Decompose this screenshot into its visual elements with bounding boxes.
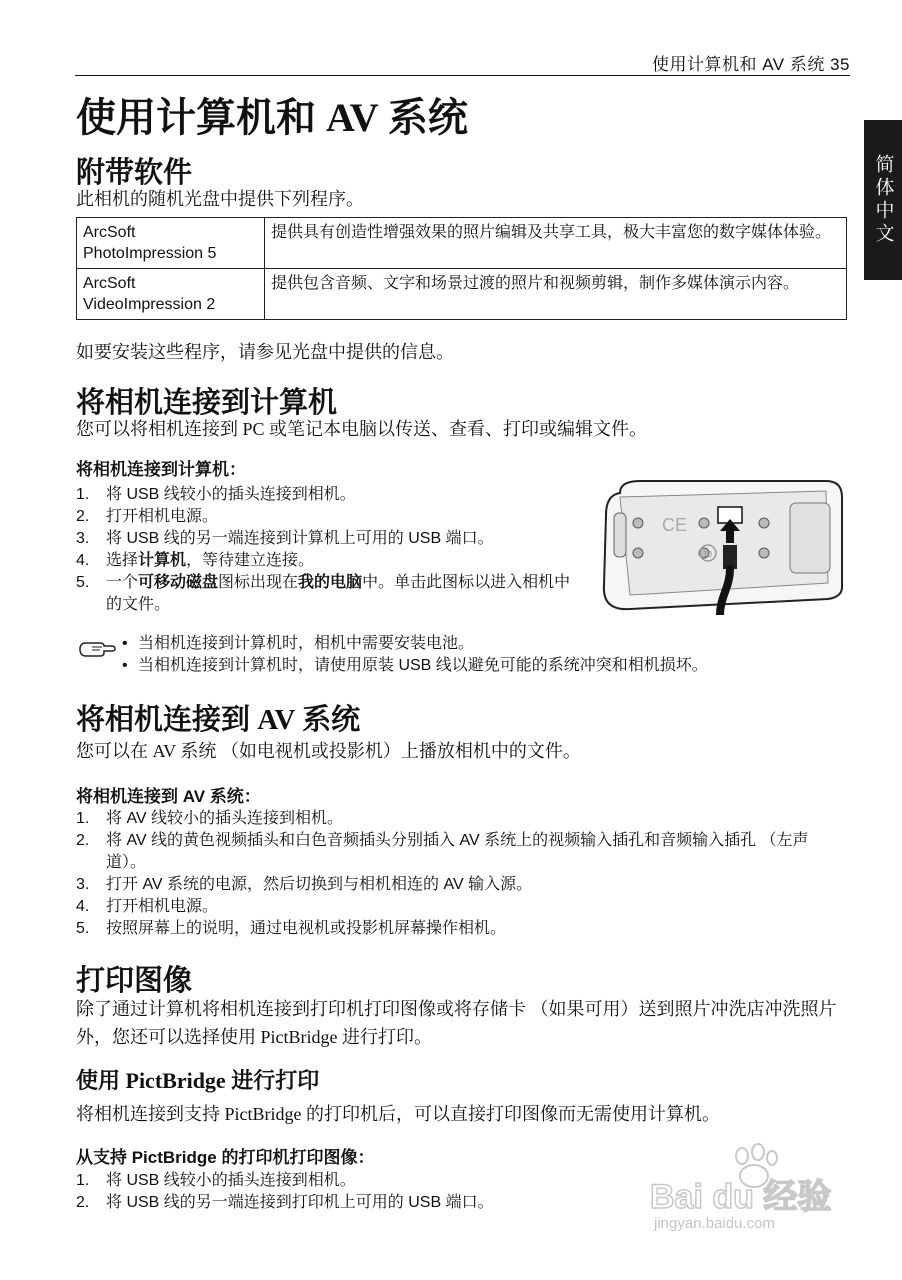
baidu-url: jingyan.baidu.com xyxy=(654,1215,775,1232)
step-number: 4. xyxy=(76,552,90,569)
step-number: 5. xyxy=(76,574,90,591)
software-name-line: ArcSoft xyxy=(83,275,136,292)
step-number: 1. xyxy=(76,486,90,503)
list-item xyxy=(76,808,846,830)
section-heading-bundled: 附带软件 xyxy=(76,157,193,189)
step-text: 打开 AV 系统的电源，然后切换到与相机相连的 AV 输入源。 xyxy=(106,876,533,893)
screw-icon xyxy=(759,518,769,528)
step-number: 2. xyxy=(76,1194,90,1211)
software-name xyxy=(77,218,265,269)
step-text: 将 USB 线的另一端连接到计算机上可用的 USB 端口。 xyxy=(106,530,494,547)
step-text: 将 USB 线的另一端连接到打印机上可用的 USB 端口。 xyxy=(106,1194,494,1211)
software-name xyxy=(77,269,265,320)
list-item xyxy=(76,550,576,572)
note-text: 当相机连接到计算机时，相机中需要安装电池。 xyxy=(138,635,475,652)
step-number: 2. xyxy=(76,508,90,525)
software-table xyxy=(76,217,847,320)
av-steps xyxy=(76,808,846,940)
section-heading-av: 将相机连接到 AV 系统 xyxy=(76,704,361,736)
recycle-mark-number: 10 xyxy=(703,550,712,559)
pc-subheading: 将相机连接到计算机： xyxy=(76,460,246,479)
baidu-watermark xyxy=(650,1142,845,1232)
screw-icon xyxy=(633,518,643,528)
print-subheading: 从支持 PictBridge 的打印机打印图像： xyxy=(76,1148,375,1167)
bullet-icon: • xyxy=(122,657,128,674)
step-number: 3. xyxy=(76,876,90,893)
section-heading-pc: 将相机连接到计算机 xyxy=(76,387,338,419)
software-description: 提供具有创造性增强效果的照片编辑及共享工具，极大丰富您的数字媒体体验。 xyxy=(265,218,847,269)
screw-icon xyxy=(699,518,709,528)
table-row xyxy=(77,269,847,320)
bullet-icon: • xyxy=(122,635,128,652)
step-number: 5. xyxy=(76,920,90,937)
print-steps xyxy=(76,1170,676,1214)
pc-notes xyxy=(122,633,708,677)
bundled-outro: 如要安装这些程序，请参见光盘中提供的信息。 xyxy=(76,342,454,362)
av-intro: 您可以在 AV 系统 （如电视机或投影机）上播放相机中的文件。 xyxy=(76,741,581,761)
step-number: 2. xyxy=(76,832,90,849)
step-number: 4. xyxy=(76,898,90,915)
header-rule xyxy=(75,75,850,76)
battery-door xyxy=(790,503,830,573)
baidu-logo: Bai du 经验 xyxy=(650,1178,832,1216)
screw-icon xyxy=(633,548,643,558)
usb-connection-illustration xyxy=(600,475,846,615)
software-name-line: PhotoImpression 5 xyxy=(83,245,217,262)
software-description: 提供包含音频、文字和场景过渡的照片和视频剪辑，制作多媒体演示内容。 xyxy=(265,269,847,320)
bundled-intro: 此相机的随机光盘中提供下列程序。 xyxy=(76,189,364,209)
note-hand-icon xyxy=(78,640,116,658)
pc-intro: 您可以将相机连接到 PC 或笔记本电脑以传送、查看、打印或编辑文件。 xyxy=(76,419,648,439)
step-text: 选择计算机，等待建立连接。 xyxy=(106,552,315,569)
step-text: 将 AV 线较小的插头连接到相机。 xyxy=(106,810,344,827)
software-name-line: ArcSoft xyxy=(83,224,136,241)
pictbridge-heading: 使用 PictBridge 进行打印 xyxy=(76,1068,320,1093)
print-intro: 除了通过计算机将相机连接到打印机打印图像或将存储卡 （如果可用）送到照片冲洗店冲洗照片外，您还可以选择使用 PictBridge 进行打印。 xyxy=(76,999,837,1047)
note-text: 当相机连接到计算机时，请使用原装 USB 线以避免可能的系统冲突和相机损坏。 xyxy=(138,657,708,674)
step-number: 1. xyxy=(76,1172,90,1189)
list-item xyxy=(76,572,576,616)
step-text: 按照屏幕上的说明，通过电视机或投影机屏幕操作相机。 xyxy=(106,920,507,937)
list-item xyxy=(76,830,846,874)
step-text: 打开相机电源。 xyxy=(106,508,219,525)
list-item xyxy=(76,1192,676,1214)
step-number: 3. xyxy=(76,530,90,547)
list-item xyxy=(122,633,708,655)
av-subheading: 将相机连接到 AV 系统： xyxy=(76,787,261,806)
port-cover-left xyxy=(614,513,626,557)
list-item xyxy=(76,918,846,940)
step-text: 打开相机电源。 xyxy=(106,898,219,915)
step-text: 将 USB 线较小的插头连接到相机。 xyxy=(106,486,356,503)
list-item xyxy=(76,874,846,896)
section-heading-print: 打印图像 xyxy=(76,965,193,997)
step-text: 将 USB 线较小的插头连接到相机。 xyxy=(106,1172,356,1189)
ce-mark-icon: CE xyxy=(662,515,688,535)
running-header: 使用计算机和 AV 系统 35 xyxy=(652,55,850,74)
pc-steps xyxy=(76,484,576,616)
table-row xyxy=(77,218,847,269)
language-tab-label: 简体中文 xyxy=(872,154,894,246)
screw-icon xyxy=(759,548,769,558)
step-text: 将 AV 线的黄色视频插头和白色音频插头分别插入 AV 系统上的视频输入插孔和音频输入插孔 （左声道）。 xyxy=(106,832,809,871)
list-item xyxy=(76,506,576,528)
list-item xyxy=(76,528,576,550)
list-item xyxy=(76,1170,676,1192)
list-item xyxy=(76,896,846,918)
pictbridge-intro: 将相机连接到支持 PictBridge 的打印机后，可以直接打印图像而无需使用计算机。 xyxy=(76,1104,720,1124)
step-text: 一个可移动磁盘图标出现在我的电脑中。单击此图标以进入相机中的文件。 xyxy=(106,574,571,613)
page-title: 使用计算机和 AV 系统 xyxy=(76,95,468,140)
software-name-line: VideoImpression 2 xyxy=(83,296,216,313)
list-item xyxy=(122,655,708,677)
list-item xyxy=(76,484,576,506)
language-tab xyxy=(864,120,902,280)
step-number: 1. xyxy=(76,810,90,827)
